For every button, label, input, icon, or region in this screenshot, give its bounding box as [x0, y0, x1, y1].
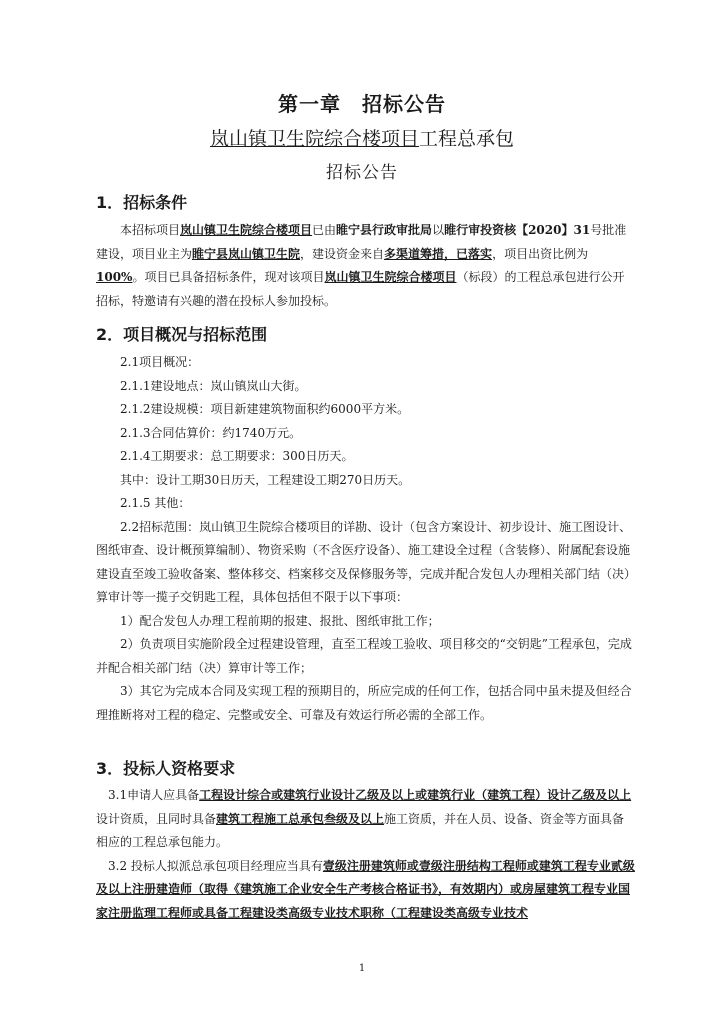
- owner: 睢宁县岚山镇卫生院: [192, 246, 301, 261]
- text: 施工资质，并在人员、设备、资金等方面具备相应的工程总承包能力。: [96, 811, 625, 849]
- text: 已由: [312, 223, 337, 237]
- location-line: 2.1.1建设地点：岚山镇岚山大街。: [120, 378, 307, 393]
- notice-title: 招标公告: [326, 163, 398, 183]
- section-2-heading: 2．项目概况与招标范围: [96, 325, 268, 344]
- price-line: 2.1.3合同估算价：约1740万元。: [120, 425, 302, 440]
- scope-item-1: 1）配合发包人办理工程前期的报建、报批、图纸审批工作；: [120, 613, 440, 628]
- chapter-title: 第一章 招标公告: [278, 92, 446, 116]
- text: 设计资质，且同时具备: [96, 811, 217, 826]
- section-3-heading: 3．投标人资格要求: [96, 759, 236, 778]
- section-2-body: [96, 351, 636, 727]
- scope-item-3: 3）其它为完成本合同及实现工程的预期目的，所应完成的任何工作，包括合同中虽未提及但经合理推断将对工程的稳定、完整或安全、可靠及有效运行所必需的全部工作。: [96, 684, 632, 722]
- text: （标段）的工程总承包进行公开招标，特邀请有兴趣的潜在投标人参加投标。: [96, 270, 625, 308]
- other-line: 2.1.5 其他：: [120, 496, 191, 510]
- funding-ratio: 100%: [96, 270, 133, 284]
- scale-line: 2.1.2建设规模：项目新建建筑物面积约6000平方米。: [120, 402, 410, 416]
- text: 3.2 投标人拟派总承包项目经理应当具有: [108, 858, 323, 873]
- project-title: [0, 124, 724, 151]
- text: ，项目出资比例为: [492, 246, 589, 261]
- construction-qualification: 建筑工程施工总承包叁级及以上: [216, 811, 385, 826]
- project-suffix: 工程总承包: [419, 128, 515, 150]
- project-name: 岚山镇卫生院综合楼项目: [324, 270, 457, 284]
- text: 。项目已具备招标条件，现对该项目: [132, 270, 325, 284]
- section-1-paragraph: [96, 219, 636, 313]
- section-3-body: [96, 784, 636, 925]
- project-name: 岚山镇卫生院综合楼项目: [209, 128, 419, 150]
- schedule-detail-line: 其中：设计工期30日历天，工程建设工期270日历天。: [120, 472, 411, 487]
- text: 号批准建设，项目业主为: [96, 223, 627, 261]
- text: ，建设资金来自: [300, 246, 385, 261]
- scope-paragraph: 2.2招标范围：岚山镇卫生院综合楼项目的详勘、设计（包含方案设计、初步设计、施工图设计、图纸审查、设计概预算编制）、物资采购（不含医疗设备）、施工建设全过程（含装修）、附属配套设施建设直至竣工验收备案、整体移交、档案移交及保修服务等，完成并配合发包人办理相关部门结（决）算审计等一揽子交钥匙工程，具体包括但不限于以下事项：: [96, 519, 637, 604]
- text: 3.1申请人应具备: [108, 788, 200, 802]
- approver: 睢宁县行政审批局: [336, 223, 433, 237]
- text: 本招标项目: [120, 223, 181, 237]
- scope-item-2: 2）负责项目实施阶段全过程建设管理，直至工程竣工验收、项目移交的“交钥匙”工程承包，完成并配合相关部门结（决）算审计等工作；: [96, 637, 632, 675]
- manager-qualification: 壹级注册建筑师或壹级注册结构工程师或建筑工程专业贰级及以上注册建造师（取得《建筑施工企业安全生产考核合格证书》，有效期内）或房屋建筑工程专业国家注册监理工程师或具备工程建设类高级专业技术职称（工程建设类高级专业技术: [96, 858, 635, 920]
- qualification-3-1: [96, 784, 636, 855]
- qualification-3-2: [96, 855, 636, 926]
- approval-number: 睢行审投资核【2020】31: [444, 223, 591, 237]
- section-1-heading: 1．招标条件: [96, 193, 188, 212]
- text: 以: [432, 223, 445, 237]
- schedule-line: 2.1.4工期要求：总工期要求：300日历天。: [120, 449, 354, 463]
- page-number: 1: [358, 963, 366, 974]
- project-name: 岚山镇卫生院综合楼项目: [180, 223, 313, 237]
- funds-source: 多渠道筹措，已落实: [384, 246, 493, 261]
- overview-line: 2.1项目概况：: [120, 355, 200, 369]
- section-1-body: [96, 219, 636, 313]
- design-qualification: 工程设计综合或建筑行业设计乙级及以上或建筑行业（建筑工程）设计乙级及以上: [199, 788, 632, 802]
